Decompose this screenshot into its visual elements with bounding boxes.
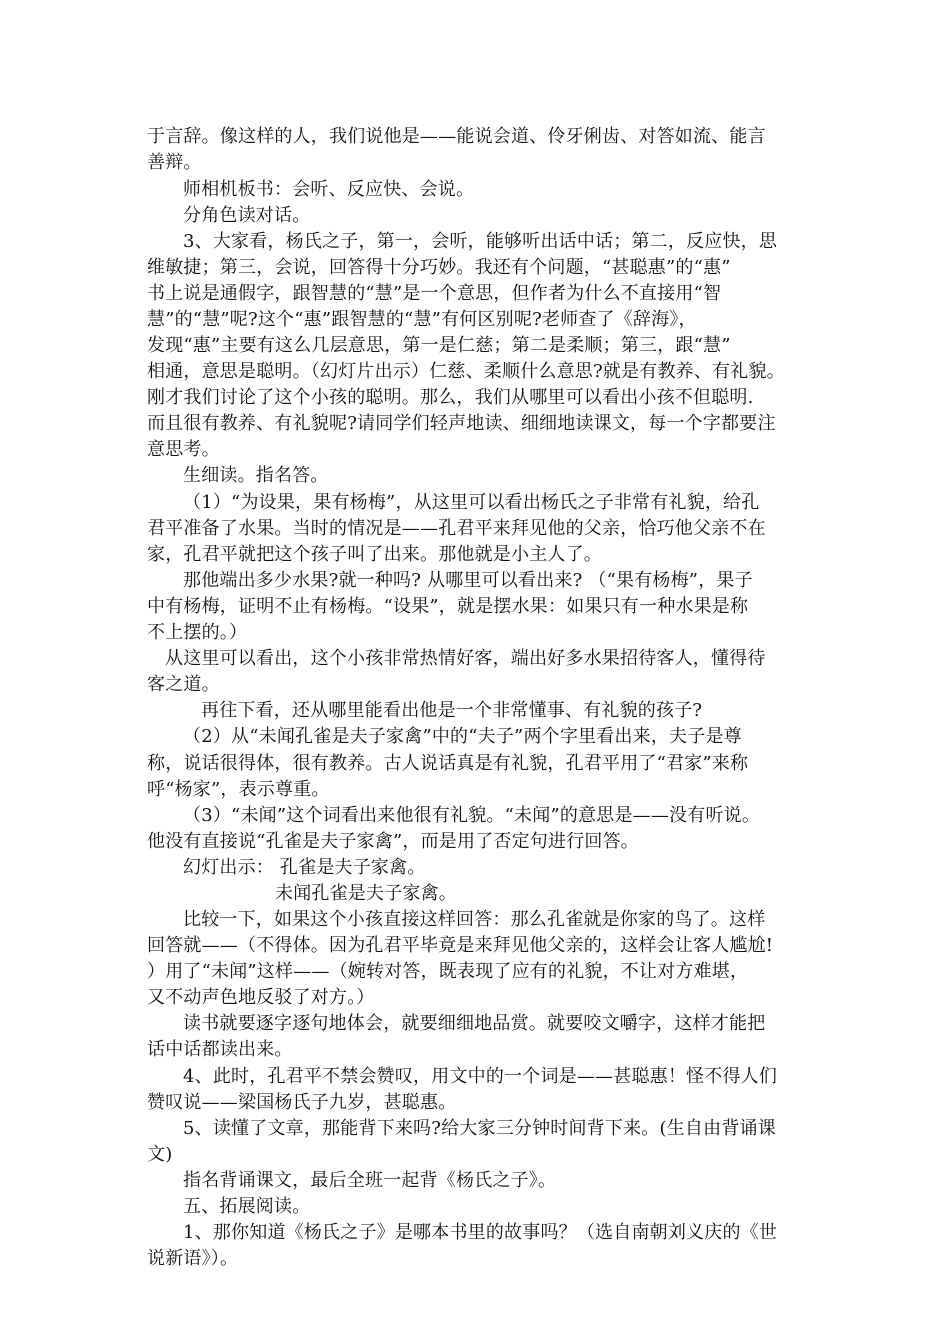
text-line: 赞叹说——梁国杨氏子九岁，甚聪惠。 <box>147 1092 457 1113</box>
text-line: 书上说是通假字，跟智慧的“慧”是一个意思，但作者为什么不直接用“智 <box>147 283 722 304</box>
text-line: 五、拓展阅读。 <box>183 1196 311 1217</box>
text-line: 文) <box>147 1144 173 1165</box>
text-line: （1）“为设果，果有杨梅”，从这里可以看出杨氏之子非常有礼貌，给孔 <box>183 492 760 513</box>
text-line: 未闻孔雀是夫子家禽。 <box>275 883 457 904</box>
text-line: 相通，意思是聪明。（幻灯片出示）仁慈、柔顺什么意思?就是有教养、有礼貌。 <box>147 361 785 382</box>
text-line: 维敏捷；第三，会说，回答得十分巧妙。我还有个问题，“甚聪惠”的“惠” <box>147 257 731 278</box>
text-line: 发现“惠”主要有这么几层意思，第一是仁慈；第二是柔顺；第三，跟“慧” <box>147 335 731 356</box>
text-line: 客之道。 <box>147 674 220 695</box>
text-line: 呼“杨家”，表示尊重。 <box>147 779 330 800</box>
text-line: 4、此时，孔君平不禁会赞叹，用文中的一个词是——甚聪惠！怪不得人们 <box>183 1066 778 1087</box>
text-line: 3、大家看，杨氏之子，第一，会听，能够听出话中话；第二，反应快，思 <box>183 231 778 252</box>
text-line: 再往下看，还从哪里能看出他是一个非常懂事、有礼貌的孩子? <box>201 700 703 721</box>
text-line: 慧”的“慧”呢?这个“惠”跟智慧的“慧”有何区别呢?老师查了《辞海》， <box>147 309 697 330</box>
text-line: 君平准备了水果。当时的情况是——孔君平来拜见他的父亲，恰巧他父亲不在 <box>147 518 766 539</box>
text-line: 幻灯出示： 孔雀是夫子家禽。 <box>183 857 426 878</box>
text-line: 不上摆的。） <box>147 622 248 643</box>
text-line: 话中话都读出来。 <box>147 1039 293 1060</box>
text-line: 而且很有教养、有礼貌呢?请同学们轻声地读、细细地读课文，每一个字都要注 <box>147 413 776 434</box>
text-line: 指名背诵课文，最后全班一起背《杨氏之子》。 <box>183 1170 557 1191</box>
text-line: 那他端出多少水果?就一种吗? 从哪里可以看出来? （“果有杨梅”，果子 <box>183 570 753 591</box>
text-line: （3）“未闻”这个词看出来他很有礼貌。“未闻”的意思是——没有听说。 <box>183 805 761 826</box>
text-line: （2）从“未闻孔雀是夫子家禽”中的“夫子”两个字里看出来，夫子是尊 <box>183 726 742 747</box>
text-line: 善辩。 <box>147 152 202 173</box>
text-line: 刚才我们讨论了这个小孩的聪明。那么，我们从哪里可以看出小孩不但聪明. <box>147 387 754 408</box>
text-line: 5、读懂了文章，那能背下来吗?给大家三分钟时间背下来。(生自由背诵课 <box>183 1118 776 1139</box>
text-line: 生细读。指名答。 <box>183 465 329 486</box>
text-line: 回答就——（不得体。因为孔君平毕竟是来拜见他父亲的，这样会让客人尴尬! <box>147 935 774 956</box>
text-line: 称，说话很得体，很有教养。古人说话真是有礼貌，孔君平用了“君家”来称 <box>147 753 749 774</box>
text-line: 说新语》）。 <box>147 1248 239 1269</box>
text-line: ）用了“未闻”这样——（婉转对答，既表现了应有的礼貌，不让对方难堪， <box>147 961 749 982</box>
text-line: 分角色读对话。 <box>183 205 311 226</box>
text-line: 比较一下，如果这个小孩直接这样回答：那么孔雀就是你家的鸟了。这样 <box>183 909 766 930</box>
text-line: 家，孔君平就把这个孩子叫了出来。那他就是小主人了。 <box>147 544 602 565</box>
text-line: 读书就要逐字逐句地体会，就要细细地品赏。就要咬文嚼字，这样才能把 <box>183 1013 766 1034</box>
text-line: 师相机板书：会听、反应快、会说。 <box>183 179 475 200</box>
text-line: 意思考。 <box>147 439 220 460</box>
text-line: 从这里可以看出，这个小孩非常热情好客，端出好多水果招待客人，懂得待 <box>165 648 766 669</box>
text-line: 1、那你知道《杨氏之子》是哪本书里的故事吗？（选自南朝刘义庆的《世 <box>183 1222 778 1243</box>
text-line: 他没有直接说“孔雀是夫子家禽”，而是用了否定句进行回答。 <box>147 831 640 852</box>
text-line: 又不动声色地反驳了对方。） <box>147 987 375 1008</box>
text-line: 于言辞。像这样的人，我们说他是——能说会道、伶牙俐齿、对答如流、能言 <box>147 126 766 147</box>
text-line: 中有杨梅，证明不止有杨梅。“设果”，就是摆水果：如果只有一种水果是称 <box>147 596 749 617</box>
